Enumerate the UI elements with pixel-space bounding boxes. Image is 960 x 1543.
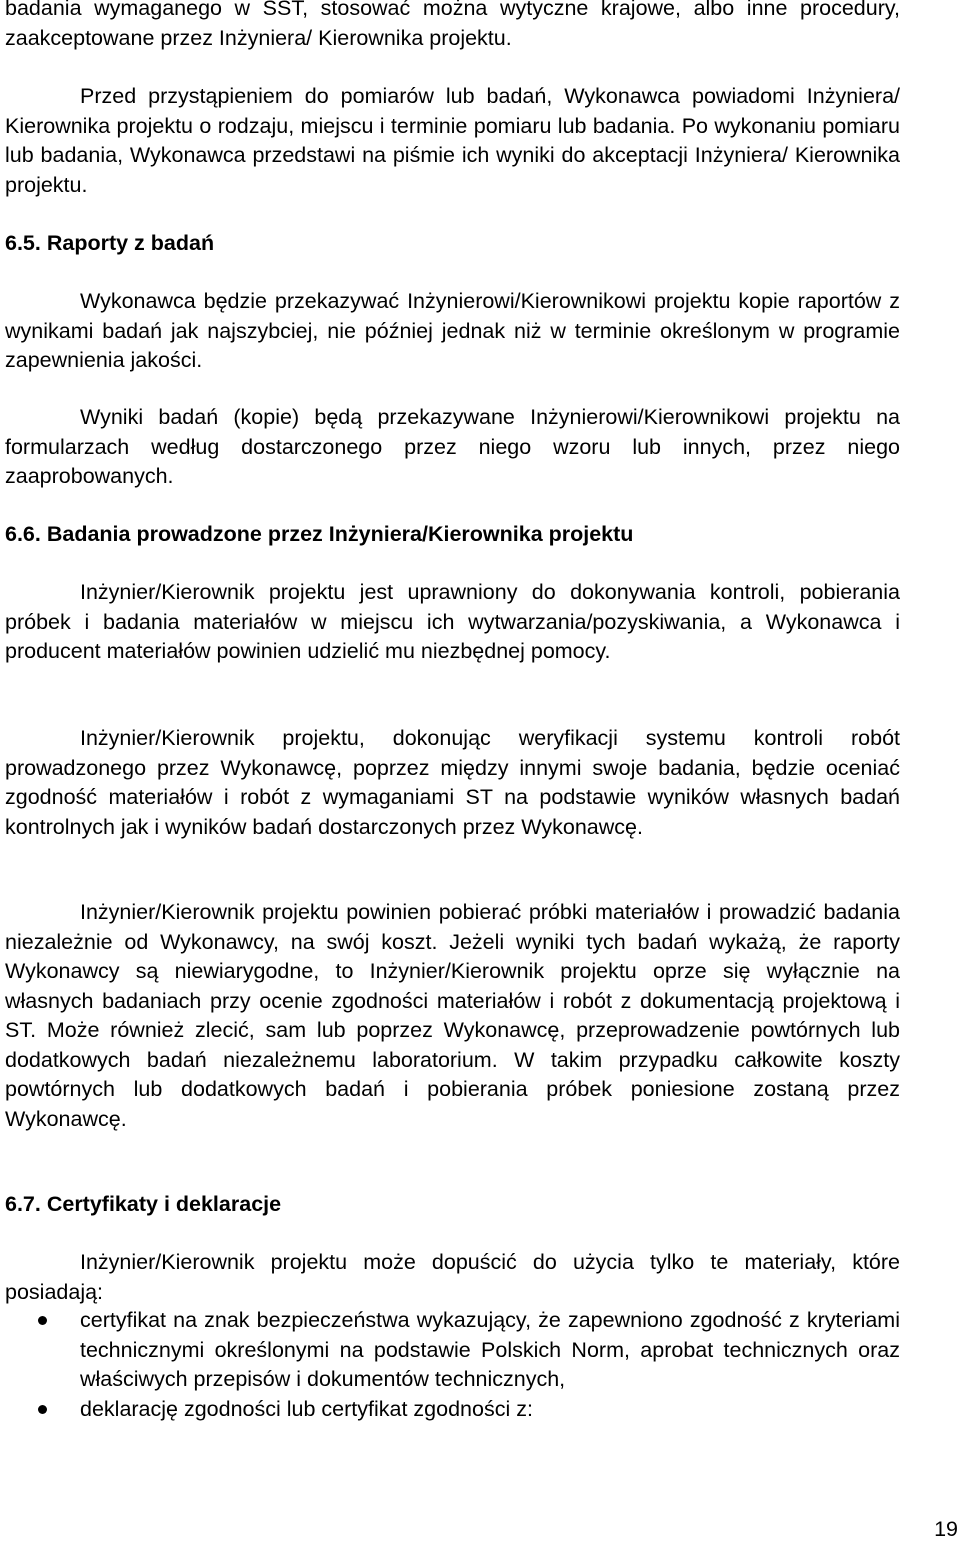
- paragraph-reports-2: Wyniki badań (kopie) będą przekazywane Inżynierowi/Kierownikowi projektu na formularzach według dostarczonego przez niego wzoru lub innych, przez niego zaaprobowanych.: [5, 405, 900, 488]
- list-item: [0, 1306, 900, 1395]
- certificate-bullet-list: [0, 1306, 900, 1424]
- bullet-icon: [38, 1405, 47, 1414]
- list-item-text: certyfikat na znak bezpieczeństwa wykazujący, że zapewniono zgodność z kryteriami technicznymi określonymi na podstawie Polskich Norm, aprobat technicznych oraz właściwych przepisów i dokumentów technicznych,: [80, 1308, 900, 1391]
- paragraph-continuation: badania wymaganego w SST, stosować można wytyczne krajowe, albo inne procedury, zaakceptowane przez Inżyniera/ Kierownika projektu.: [5, 0, 900, 50]
- paragraph-engineer-tests-1: Inżynier/Kierownik projektu jest uprawniony do dokonywania kontroli, pobierania próbek i badania materiałów w miejscu ich wytwarzania/pozyskiwania, a Wykonawca i producent materiałów powinien udzielić mu niezbędnej pomocy.: [5, 580, 900, 663]
- page-number: 19: [934, 1517, 958, 1541]
- paragraph-engineer-tests-2: Inżynier/Kierownik projektu, dokonując weryfikacji systemu kontroli robót prowadzonego przez Wykonawcę, poprzez między innymi swoje badania, będzie oceniać zgodność materiałów i robót z wymaganiami ST na podstawie wyników własnych badań kontrolnych jak i wyników badań dostarczonych przez Wykonawcę.: [5, 726, 900, 839]
- paragraph-certificates: Inżynier/Kierownik projektu może dopuścić do użycia tylko te materiały, które posiadają:: [5, 1250, 900, 1304]
- section-heading-6-5: 6.5. Raporty z badań: [5, 231, 215, 255]
- list-item: [0, 1395, 900, 1425]
- list-item-text: deklarację zgodności lub certyfikat zgodności z:: [80, 1396, 533, 1421]
- bullet-icon: [38, 1316, 47, 1325]
- section-heading-6-6: 6.6. Badania prowadzone przez Inżyniera/Kierownika projektu: [5, 522, 634, 546]
- section-heading-6-7: 6.7. Certyfikaty i deklaracje: [5, 1192, 282, 1216]
- paragraph-reports-1: Wykonawca będzie przekazywać Inżynierowi/Kierownikowi projektu kopie raportów z wynikami badań jak najszybciej, nie później jednak niż w terminie określonym w programie zapewnienia jakości.: [5, 289, 900, 372]
- paragraph-engineer-tests-3: Inżynier/Kierownik projektu powinien pobierać próbki materiałów i prowadzić badania niezależnie od Wykonawcy, na swój koszt. Jeżeli wyniki tych badań wykażą, że raporty Wykonawcy są niewiarygodne, to Inżynier/Kierownik projektu oprze się wyłącznie na własnych badaniach przy ocenie zgodności materiałów i robót z dokumentacją projektową i ST. Może również zlecić, sam lub poprzez Wykonawcę, przeprowadzenie powtórnych lub dodatkowych badań niezależnemu laboratorium. W takim przypadku całkowite koszty powtórnych lub dodatkowych badań i pobierania próbek poniesione zostaną przez Wykonawcę.: [5, 900, 900, 1131]
- paragraph-notification: Przed przystąpieniem do pomiarów lub badań, Wykonawca powiadomi Inżyniera/ Kierownika projektu o rodzaju, miejscu i terminie pomiaru lub badania. Po wykonaniu pomiaru lub badania, Wykonawca przedstawi na piśmie ich wyniki do akceptacji Inżyniera/ Kierownika projektu.: [5, 84, 900, 197]
